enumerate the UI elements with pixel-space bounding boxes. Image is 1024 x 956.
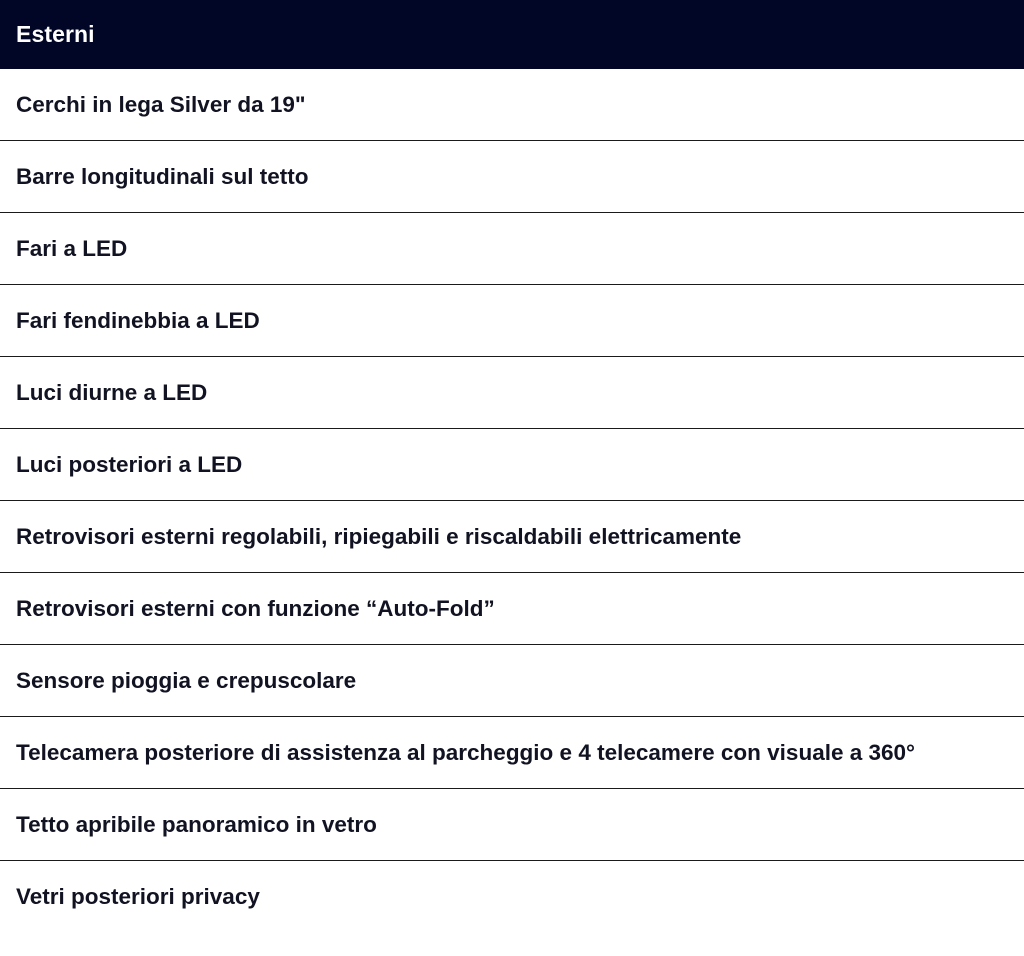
list-item-label: Fari a LED: [16, 235, 128, 261]
list-item: [0, 717, 1024, 789]
list-item: [0, 645, 1024, 717]
list-item-label: Retrovisori esterni regolabili, ripiegabili e riscaldabili elettricamente: [16, 523, 742, 549]
list-item-label: Retrovisori esterni con funzione “Auto-Fold”: [16, 595, 495, 621]
list-item: [0, 357, 1024, 429]
list-item-label: Fari fendinebbia a LED: [16, 307, 260, 333]
list-item-label: Luci diurne a LED: [16, 379, 208, 405]
list-item: [0, 69, 1024, 141]
list-item: [0, 429, 1024, 501]
list-item: [0, 573, 1024, 645]
list-item-label: Cerchi in lega Silver da 19": [16, 91, 306, 117]
section-header: [0, 0, 1024, 69]
list-item: [0, 141, 1024, 213]
list-item: [0, 285, 1024, 357]
list-item-label: Sensore pioggia e crepuscolare: [16, 667, 357, 693]
list-item-label: Telecamera posteriore di assistenza al parcheggio e 4 telecamere con visuale a 360°: [16, 739, 916, 765]
list-item-label: Barre longitudinali sul tetto: [16, 163, 309, 189]
list-item: [0, 789, 1024, 861]
list-item-label: Luci posteriori a LED: [16, 451, 243, 477]
section-title: Esterni: [16, 21, 95, 47]
features-list: [0, 69, 1024, 933]
list-item: [0, 861, 1024, 933]
list-item: [0, 501, 1024, 573]
list-item-label: Tetto apribile panoramico in vetro: [16, 811, 377, 837]
list-item: [0, 213, 1024, 285]
list-item-label: Vetri posteriori privacy: [16, 884, 260, 909]
